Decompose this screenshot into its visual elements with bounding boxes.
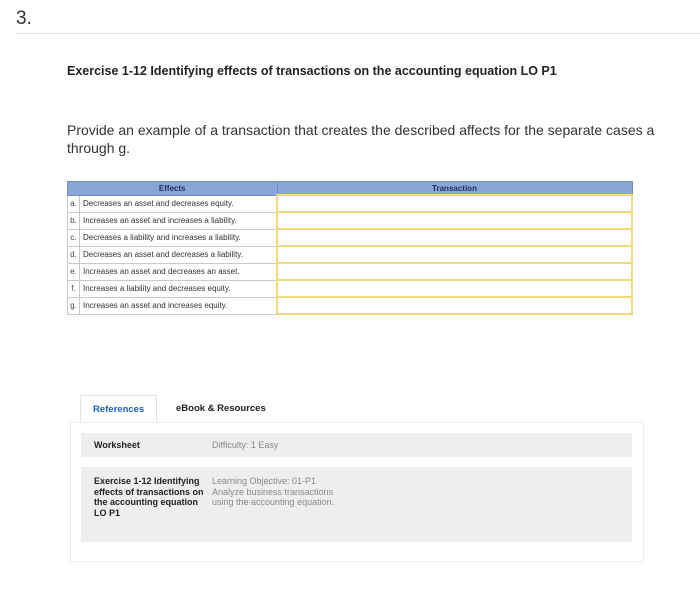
table-header-row	[68, 182, 633, 196]
worksheet-row	[81, 433, 632, 457]
transaction-input-e[interactable]	[277, 263, 632, 280]
references-tabs	[80, 395, 420, 423]
table-row	[68, 212, 633, 229]
transaction-header: Transaction	[277, 182, 632, 196]
top-divider	[16, 33, 700, 34]
row-letter: a.	[68, 195, 80, 212]
table-row	[68, 195, 633, 212]
learning-objective-text: Learning Objective: 01-P1 Analyze business transactions using the accounting equation.	[212, 476, 335, 507]
references-panel	[70, 422, 644, 562]
tab-references[interactable]: References	[80, 395, 157, 424]
tab-ebook-resources[interactable]: eBook & Resources	[176, 403, 266, 414]
row-effect: Increases a liability and decreases equity.	[80, 280, 278, 297]
question-prompt: Provide an example of a transaction that creates the described affects for the separate cases a through g.	[67, 122, 655, 156]
row-effect: Decreases an asset and decreases equity.	[80, 195, 278, 212]
row-effect: Increases an asset and decreases an asset.	[80, 263, 278, 280]
transaction-input-f[interactable]	[277, 280, 632, 297]
table-row	[68, 297, 633, 314]
transaction-input-c[interactable]	[277, 229, 632, 246]
table-row	[68, 280, 633, 297]
row-effect: Increases an asset and increases equity.	[80, 297, 278, 314]
row-letter: g.	[68, 297, 80, 314]
row-effect: Increases an asset and increases a liability.	[80, 212, 278, 229]
row-letter: e.	[68, 263, 80, 280]
difficulty-text: Difficulty: 1 Easy	[212, 440, 279, 450]
row-letter: f.	[68, 280, 80, 297]
table-row	[68, 229, 633, 246]
transaction-input-b[interactable]	[277, 212, 632, 229]
row-letter: c.	[68, 229, 80, 246]
effects-table	[67, 181, 633, 315]
transaction-input-a[interactable]	[277, 195, 632, 212]
transaction-input-g[interactable]	[277, 297, 632, 314]
exercise-reference-label: Exercise 1-12 Identifying effects of transactions on the accounting equation LO P1	[94, 476, 204, 518]
exercise-title: Exercise 1-12 Identifying effects of transactions on the accounting equation LO P1	[67, 64, 557, 78]
question-number: 3.	[16, 8, 32, 29]
effects-header: Effects	[68, 182, 278, 196]
row-effect: Decreases a liability and increases a liability.	[80, 229, 278, 246]
table-row	[68, 263, 633, 280]
table-row	[68, 246, 633, 263]
row-effect: Decreases an asset and decreases a liability.	[80, 246, 278, 263]
row-letter: b.	[68, 212, 80, 229]
transaction-input-d[interactable]	[277, 246, 632, 263]
row-letter: d.	[68, 246, 80, 263]
worksheet-label: Worksheet	[94, 440, 140, 450]
exercise-row	[81, 467, 632, 542]
